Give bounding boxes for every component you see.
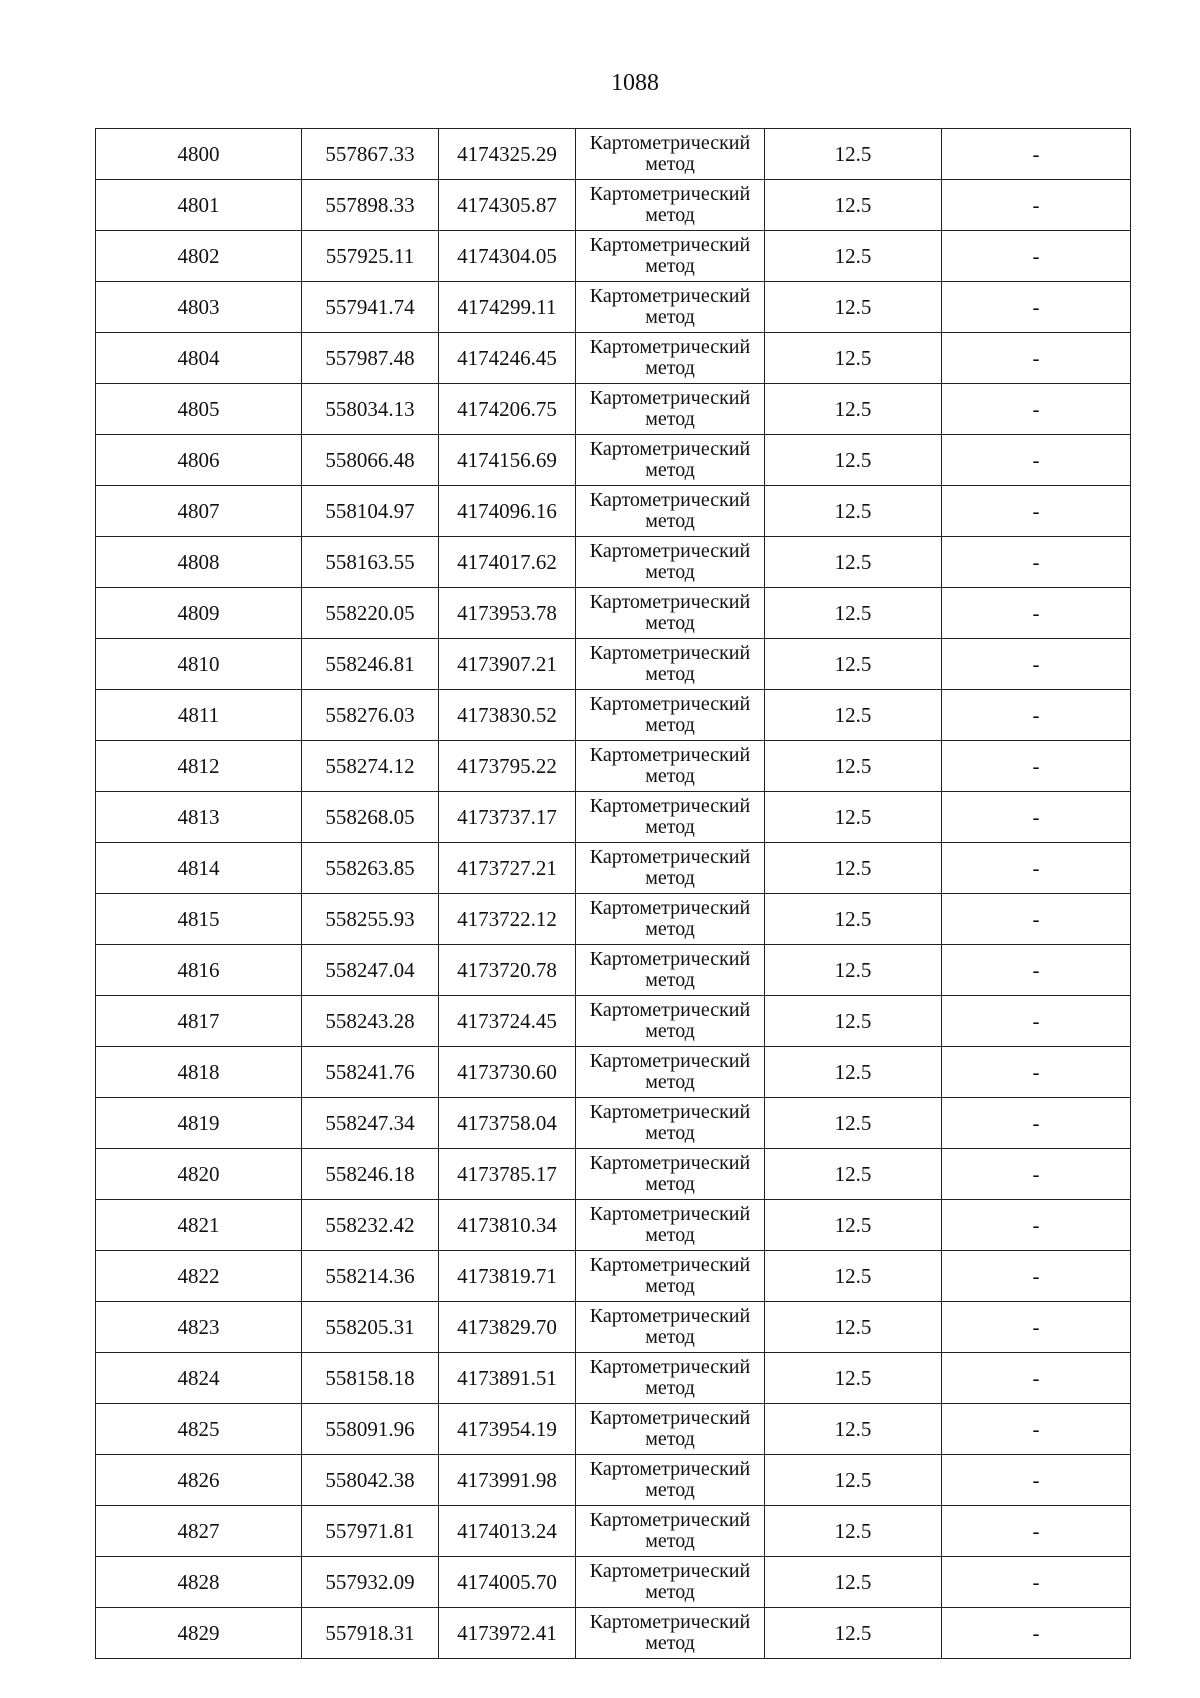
method-line-1: Картометрический	[589, 336, 751, 358]
point-number-cell: 4823	[96, 1302, 302, 1353]
note-cell: -	[942, 333, 1131, 384]
y-coordinate-cell: 4173737.17	[439, 792, 576, 843]
method-line-2: метод	[645, 1632, 695, 1654]
method-cell	[576, 384, 765, 435]
accuracy-cell: 12.5	[765, 1353, 942, 1404]
accuracy-cell: 12.5	[765, 1404, 942, 1455]
method-line-2: метод	[645, 306, 695, 328]
x-coordinate-cell: 557918.31	[302, 1608, 439, 1659]
y-coordinate-cell: 4174017.62	[439, 537, 576, 588]
method-line-1: Картометрический	[589, 1152, 751, 1174]
y-coordinate-cell: 4173758.04	[439, 1098, 576, 1149]
method-cell	[576, 1353, 765, 1404]
method-line-2: метод	[645, 510, 695, 532]
table-row	[96, 690, 1131, 741]
method-cell	[576, 486, 765, 537]
method-line-2: метод	[645, 612, 695, 634]
method-cell	[576, 588, 765, 639]
method-line-1: Картометрический	[589, 591, 751, 613]
method-line-2: метод	[645, 1122, 695, 1144]
note-cell: -	[942, 384, 1131, 435]
y-coordinate-cell: 4173972.41	[439, 1608, 576, 1659]
method-line-1: Картометрический	[589, 540, 751, 562]
method-line-2: метод	[645, 663, 695, 685]
note-cell: -	[942, 1098, 1131, 1149]
y-coordinate-cell: 4174304.05	[439, 231, 576, 282]
note-cell: -	[942, 1557, 1131, 1608]
x-coordinate-cell: 558091.96	[302, 1404, 439, 1455]
note-cell: -	[942, 945, 1131, 996]
method-line-2: метод	[645, 918, 695, 940]
accuracy-cell: 12.5	[765, 231, 942, 282]
point-number-cell: 4805	[96, 384, 302, 435]
method-cell	[576, 180, 765, 231]
x-coordinate-cell: 558247.34	[302, 1098, 439, 1149]
method-line-2: метод	[645, 1581, 695, 1603]
point-number-cell: 4827	[96, 1506, 302, 1557]
y-coordinate-cell: 4174325.29	[439, 129, 576, 180]
method-line-2: метод	[645, 816, 695, 838]
method-line-1: Картометрический	[589, 438, 751, 460]
point-number-cell: 4811	[96, 690, 302, 741]
accuracy-cell: 12.5	[765, 1047, 942, 1098]
method-cell	[576, 1455, 765, 1506]
point-number-cell: 4825	[96, 1404, 302, 1455]
x-coordinate-cell: 558220.05	[302, 588, 439, 639]
table-row	[96, 945, 1131, 996]
x-coordinate-cell: 558066.48	[302, 435, 439, 486]
y-coordinate-cell: 4173785.17	[439, 1149, 576, 1200]
method-line-2: метод	[645, 1377, 695, 1399]
point-number-cell: 4817	[96, 996, 302, 1047]
y-coordinate-cell: 4173830.52	[439, 690, 576, 741]
note-cell: -	[942, 741, 1131, 792]
y-coordinate-cell: 4173954.19	[439, 1404, 576, 1455]
method-line-1: Картометрический	[589, 183, 751, 205]
method-line-2: метод	[645, 1020, 695, 1042]
x-coordinate-cell: 558232.42	[302, 1200, 439, 1251]
table-row	[96, 1047, 1131, 1098]
method-cell	[576, 1149, 765, 1200]
method-cell	[576, 996, 765, 1047]
method-cell	[576, 1047, 765, 1098]
x-coordinate-cell: 558042.38	[302, 1455, 439, 1506]
x-coordinate-cell: 558034.13	[302, 384, 439, 435]
page-number: 1088	[611, 70, 659, 96]
accuracy-cell: 12.5	[765, 1251, 942, 1302]
method-line-1: Картометрический	[589, 1203, 751, 1225]
point-number-cell: 4829	[96, 1608, 302, 1659]
point-number-cell: 4821	[96, 1200, 302, 1251]
method-line-2: метод	[645, 765, 695, 787]
note-cell: -	[942, 792, 1131, 843]
method-cell	[576, 690, 765, 741]
method-line-1: Картометрический	[589, 948, 751, 970]
y-coordinate-cell: 4174013.24	[439, 1506, 576, 1557]
x-coordinate-cell: 558163.55	[302, 537, 439, 588]
x-coordinate-cell: 558246.18	[302, 1149, 439, 1200]
table-row	[96, 129, 1131, 180]
note-cell: -	[942, 129, 1131, 180]
method-line-2: метод	[645, 561, 695, 583]
method-line-2: метод	[645, 1428, 695, 1450]
table-row	[96, 1302, 1131, 1353]
table-row	[96, 588, 1131, 639]
accuracy-cell: 12.5	[765, 333, 942, 384]
table-row	[96, 1098, 1131, 1149]
method-cell	[576, 843, 765, 894]
point-number-cell: 4814	[96, 843, 302, 894]
table-row	[96, 1506, 1131, 1557]
method-line-2: метод	[645, 1326, 695, 1348]
method-line-2: метод	[645, 867, 695, 889]
accuracy-cell: 12.5	[765, 180, 942, 231]
point-number-cell: 4818	[96, 1047, 302, 1098]
method-line-2: метод	[645, 357, 695, 379]
point-number-cell: 4800	[96, 129, 302, 180]
accuracy-cell: 12.5	[765, 384, 942, 435]
y-coordinate-cell: 4174305.87	[439, 180, 576, 231]
point-number-cell: 4810	[96, 639, 302, 690]
y-coordinate-cell: 4173819.71	[439, 1251, 576, 1302]
note-cell: -	[942, 1047, 1131, 1098]
method-line-1: Картометрический	[589, 1254, 751, 1276]
x-coordinate-cell: 557987.48	[302, 333, 439, 384]
y-coordinate-cell: 4174096.16	[439, 486, 576, 537]
method-line-2: метод	[645, 204, 695, 226]
note-cell: -	[942, 1149, 1131, 1200]
table-row	[96, 486, 1131, 537]
method-line-2: метод	[645, 1071, 695, 1093]
accuracy-cell: 12.5	[765, 537, 942, 588]
note-cell: -	[942, 1353, 1131, 1404]
point-number-cell: 4806	[96, 435, 302, 486]
accuracy-cell: 12.5	[765, 435, 942, 486]
method-line-2: метод	[645, 408, 695, 430]
note-cell: -	[942, 537, 1131, 588]
y-coordinate-cell: 4173795.22	[439, 741, 576, 792]
x-coordinate-cell: 558247.04	[302, 945, 439, 996]
x-coordinate-cell: 557932.09	[302, 1557, 439, 1608]
y-coordinate-cell: 4173907.21	[439, 639, 576, 690]
x-coordinate-cell: 557925.11	[302, 231, 439, 282]
method-cell	[576, 1302, 765, 1353]
method-line-1: Картометрический	[589, 642, 751, 664]
table-row	[96, 996, 1131, 1047]
table-row	[96, 1608, 1131, 1659]
method-line-1: Картометрический	[589, 1356, 751, 1378]
method-line-2: метод	[645, 1275, 695, 1297]
accuracy-cell: 12.5	[765, 1098, 942, 1149]
note-cell: -	[942, 690, 1131, 741]
y-coordinate-cell: 4173991.98	[439, 1455, 576, 1506]
y-coordinate-cell: 4173953.78	[439, 588, 576, 639]
method-cell	[576, 282, 765, 333]
method-line-2: метод	[645, 1479, 695, 1501]
x-coordinate-cell: 558243.28	[302, 996, 439, 1047]
method-line-2: метод	[645, 714, 695, 736]
point-number-cell: 4803	[96, 282, 302, 333]
table-row	[96, 639, 1131, 690]
method-line-1: Картометрический	[589, 897, 751, 919]
accuracy-cell: 12.5	[765, 588, 942, 639]
method-cell	[576, 741, 765, 792]
note-cell: -	[942, 843, 1131, 894]
table-row	[96, 1251, 1131, 1302]
note-cell: -	[942, 1506, 1131, 1557]
y-coordinate-cell: 4174156.69	[439, 435, 576, 486]
method-line-2: метод	[645, 1173, 695, 1195]
x-coordinate-cell: 558276.03	[302, 690, 439, 741]
y-coordinate-cell: 4174005.70	[439, 1557, 576, 1608]
method-cell	[576, 129, 765, 180]
note-cell: -	[942, 1404, 1131, 1455]
table-row	[96, 231, 1131, 282]
method-cell	[576, 1506, 765, 1557]
accuracy-cell: 12.5	[765, 1506, 942, 1557]
method-line-2: метод	[645, 153, 695, 175]
method-line-2: метод	[645, 969, 695, 991]
method-line-2: метод	[645, 1530, 695, 1552]
accuracy-cell: 12.5	[765, 792, 942, 843]
note-cell: -	[942, 996, 1131, 1047]
method-line-1: Картометрический	[589, 1509, 751, 1531]
table-row	[96, 180, 1131, 231]
point-number-cell: 4824	[96, 1353, 302, 1404]
method-line-1: Картометрический	[589, 1305, 751, 1327]
accuracy-cell: 12.5	[765, 690, 942, 741]
note-cell: -	[942, 1200, 1131, 1251]
x-coordinate-cell: 558268.05	[302, 792, 439, 843]
point-number-cell: 4809	[96, 588, 302, 639]
accuracy-cell: 12.5	[765, 843, 942, 894]
accuracy-cell: 12.5	[765, 1455, 942, 1506]
table-row	[96, 1455, 1131, 1506]
point-number-cell: 4804	[96, 333, 302, 384]
table-row	[96, 1353, 1131, 1404]
note-cell: -	[942, 894, 1131, 945]
point-number-cell: 4828	[96, 1557, 302, 1608]
point-number-cell: 4816	[96, 945, 302, 996]
accuracy-cell: 12.5	[765, 996, 942, 1047]
method-cell	[576, 894, 765, 945]
x-coordinate-cell: 557867.33	[302, 129, 439, 180]
x-coordinate-cell: 557971.81	[302, 1506, 439, 1557]
method-line-1: Картометрический	[589, 234, 751, 256]
table-row	[96, 333, 1131, 384]
y-coordinate-cell: 4173891.51	[439, 1353, 576, 1404]
x-coordinate-cell: 558246.81	[302, 639, 439, 690]
method-line-2: метод	[645, 459, 695, 481]
y-coordinate-cell: 4173720.78	[439, 945, 576, 996]
accuracy-cell: 12.5	[765, 741, 942, 792]
note-cell: -	[942, 1608, 1131, 1659]
x-coordinate-cell: 557941.74	[302, 282, 439, 333]
x-coordinate-cell: 558214.36	[302, 1251, 439, 1302]
method-line-1: Картометрический	[589, 132, 751, 154]
method-cell	[576, 333, 765, 384]
method-cell	[576, 792, 765, 843]
y-coordinate-cell: 4173730.60	[439, 1047, 576, 1098]
note-cell: -	[942, 639, 1131, 690]
x-coordinate-cell: 558274.12	[302, 741, 439, 792]
y-coordinate-cell: 4173724.45	[439, 996, 576, 1047]
table-row	[96, 792, 1131, 843]
y-coordinate-cell: 4173722.12	[439, 894, 576, 945]
x-coordinate-cell: 558263.85	[302, 843, 439, 894]
method-cell	[576, 1608, 765, 1659]
accuracy-cell: 12.5	[765, 894, 942, 945]
method-line-2: метод	[645, 1224, 695, 1246]
x-coordinate-cell: 558158.18	[302, 1353, 439, 1404]
table-row	[96, 282, 1131, 333]
method-cell	[576, 1200, 765, 1251]
table-row	[96, 435, 1131, 486]
table-row	[96, 843, 1131, 894]
method-line-1: Картометрический	[589, 846, 751, 868]
accuracy-cell: 12.5	[765, 945, 942, 996]
method-line-1: Картометрический	[589, 387, 751, 409]
method-cell	[576, 945, 765, 996]
point-number-cell: 4801	[96, 180, 302, 231]
point-number-cell: 4826	[96, 1455, 302, 1506]
point-number-cell: 4807	[96, 486, 302, 537]
table-row	[96, 1200, 1131, 1251]
accuracy-cell: 12.5	[765, 1557, 942, 1608]
method-cell	[576, 435, 765, 486]
accuracy-cell: 12.5	[765, 486, 942, 537]
point-number-cell: 4822	[96, 1251, 302, 1302]
method-line-1: Картометрический	[589, 693, 751, 715]
method-line-1: Картометрический	[589, 999, 751, 1021]
point-number-cell: 4820	[96, 1149, 302, 1200]
table-row	[96, 537, 1131, 588]
y-coordinate-cell: 4173829.70	[439, 1302, 576, 1353]
point-number-cell: 4812	[96, 741, 302, 792]
method-line-1: Картометрический	[589, 1611, 751, 1633]
x-coordinate-cell: 558205.31	[302, 1302, 439, 1353]
point-number-cell: 4819	[96, 1098, 302, 1149]
accuracy-cell: 12.5	[765, 1200, 942, 1251]
y-coordinate-cell: 4174246.45	[439, 333, 576, 384]
note-cell: -	[942, 1302, 1131, 1353]
method-line-1: Картометрический	[589, 744, 751, 766]
table-row	[96, 1404, 1131, 1455]
note-cell: -	[942, 180, 1131, 231]
method-cell	[576, 639, 765, 690]
accuracy-cell: 12.5	[765, 129, 942, 180]
point-number-cell: 4813	[96, 792, 302, 843]
method-line-2: метод	[645, 255, 695, 277]
coordinates-table-body	[96, 129, 1131, 1659]
accuracy-cell: 12.5	[765, 1149, 942, 1200]
y-coordinate-cell: 4173727.21	[439, 843, 576, 894]
method-cell	[576, 1251, 765, 1302]
method-cell	[576, 1404, 765, 1455]
method-line-1: Картометрический	[589, 285, 751, 307]
note-cell: -	[942, 486, 1131, 537]
table-row	[96, 1149, 1131, 1200]
method-line-1: Картометрический	[589, 1101, 751, 1123]
method-cell	[576, 1098, 765, 1149]
method-cell	[576, 231, 765, 282]
accuracy-cell: 12.5	[765, 282, 942, 333]
note-cell: -	[942, 231, 1131, 282]
method-line-1: Картометрический	[589, 1560, 751, 1582]
method-line-1: Картометрический	[589, 1407, 751, 1429]
method-line-1: Картометрический	[589, 1050, 751, 1072]
method-line-1: Картометрический	[589, 489, 751, 511]
table-row	[96, 741, 1131, 792]
point-number-cell: 4815	[96, 894, 302, 945]
coordinates-table	[95, 128, 1131, 1659]
y-coordinate-cell: 4174206.75	[439, 384, 576, 435]
note-cell: -	[942, 1251, 1131, 1302]
method-cell	[576, 537, 765, 588]
point-number-cell: 4802	[96, 231, 302, 282]
accuracy-cell: 12.5	[765, 1608, 942, 1659]
note-cell: -	[942, 588, 1131, 639]
method-cell	[576, 1557, 765, 1608]
y-coordinate-cell: 4174299.11	[439, 282, 576, 333]
x-coordinate-cell: 558241.76	[302, 1047, 439, 1098]
x-coordinate-cell: 558104.97	[302, 486, 439, 537]
table-row	[96, 384, 1131, 435]
method-line-1: Картометрический	[589, 1458, 751, 1480]
x-coordinate-cell: 558255.93	[302, 894, 439, 945]
point-number-cell: 4808	[96, 537, 302, 588]
accuracy-cell: 12.5	[765, 639, 942, 690]
note-cell: -	[942, 435, 1131, 486]
table-row	[96, 894, 1131, 945]
y-coordinate-cell: 4173810.34	[439, 1200, 576, 1251]
table-row	[96, 1557, 1131, 1608]
accuracy-cell: 12.5	[765, 1302, 942, 1353]
note-cell: -	[942, 282, 1131, 333]
note-cell: -	[942, 1455, 1131, 1506]
x-coordinate-cell: 557898.33	[302, 180, 439, 231]
method-line-1: Картометрический	[589, 795, 751, 817]
